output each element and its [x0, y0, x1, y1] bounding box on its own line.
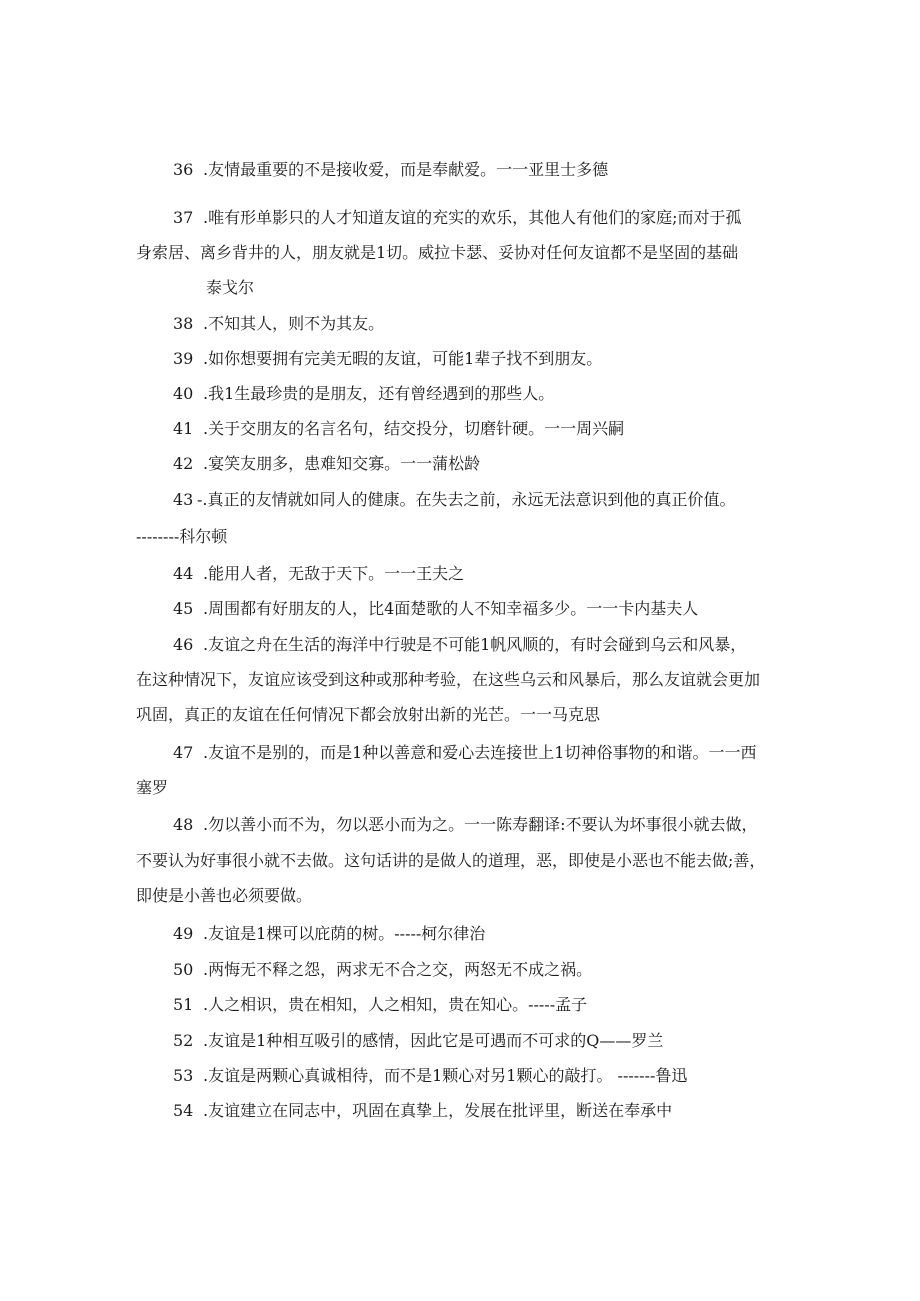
- quote-number: 42: [173, 454, 194, 473]
- quote-number: 50: [173, 960, 194, 979]
- quote-number: 43: [173, 490, 194, 509]
- quote-line-48: [173, 815, 757, 835]
- quote-text: -.真正的友情就如同人的健康。在失去之前，永远无法意识到他的真正价值。: [197, 490, 736, 509]
- quote-number: 47: [173, 743, 194, 762]
- quote-line-39: [173, 349, 602, 369]
- quote-text: .如你想要拥有完美无暇的友谊，可能1辈子找不到朋友。: [203, 349, 603, 368]
- quote-line-48-cont: [136, 851, 765, 871]
- quote-text: .友谊不是别的，而是1种以善意和爱心去连接世上1切神俗事物的和谐。一一西: [203, 743, 757, 762]
- quote-line-43: [173, 490, 736, 510]
- quote-number: 48: [173, 815, 194, 834]
- quote-line-46-cont: [136, 670, 760, 690]
- quote-number: 46: [173, 635, 194, 654]
- quote-text: .勿以善小而不为，勿以恶小而为之。一一陈寿翻译:不要认为坏事很小就去做，: [203, 815, 758, 834]
- quote-text: 在这种情况下，友谊应该受到这种或那种考验，在这些乌云和风暴后，那么友谊就会更加: [136, 670, 761, 689]
- quote-number: 53: [173, 1066, 194, 1085]
- quote-number: 36: [173, 160, 194, 179]
- quote-text: 塞罗: [136, 778, 169, 797]
- quote-text: .关于交朋友的名言名句，结交投分，切磨针硬。一一周兴嗣: [203, 419, 625, 438]
- quote-text: 泰戈尔: [206, 278, 255, 297]
- quote-line-45: [173, 599, 698, 619]
- quote-text: .人之相识，贵在相知，人之相知，贵在知心。-----孟子: [203, 995, 588, 1014]
- quote-line-40: [173, 384, 554, 404]
- quote-line-47: [173, 743, 756, 763]
- quote-text: 即使是小善也必须要做。: [136, 886, 313, 905]
- quote-text: .能用人者，无敌于天下。一一王夫之: [203, 564, 465, 583]
- quote-number: 40: [173, 384, 194, 403]
- quote-number: 49: [173, 924, 194, 943]
- quote-line-46-cont2: [136, 705, 600, 725]
- quote-number: 37: [173, 208, 194, 227]
- quote-text: .不知其人，则不为其友。: [203, 314, 385, 333]
- quote-text: 巩固，真正的友谊在任何情况下都会放射出新的光芒。一一马克思: [136, 705, 601, 724]
- quote-line-44: [173, 564, 464, 584]
- quote-line-37: [173, 208, 741, 228]
- quote-number: 44: [173, 564, 194, 583]
- quote-line-52: [173, 1031, 663, 1051]
- quote-line-42: [173, 454, 480, 474]
- quote-number: 41: [173, 419, 194, 438]
- quote-line-54: [173, 1101, 672, 1121]
- quote-line-37-cont: [136, 243, 738, 263]
- quote-text: .宴笑友朋多，患难知交寡。一一蒲松龄: [203, 454, 481, 473]
- quote-text: --------科尔顿: [136, 527, 228, 546]
- quote-text: .友谊是两颗心真诚相待，而不是1颗心对另1颗心的敲打。 -------鲁迅: [203, 1066, 688, 1085]
- quote-line-37-author: [206, 278, 254, 298]
- quote-text: .友谊之舟在生活的海洋中行驶是不可能1帆风顺的，有时会碰到乌云和风暴，: [203, 635, 747, 654]
- quote-line-46: [173, 635, 746, 655]
- quote-text: .周围都有好朋友的人，比4面楚歌的人不知幸福多少。一一卡内基夫人: [203, 599, 699, 618]
- quote-line-36: [173, 160, 608, 180]
- quote-text: .两悔无不释之怨，两求无不合之交，两怒无不成之祸。: [203, 960, 593, 979]
- quote-text: .友谊是1种相互吸引的感情，因此它是可遇而不可求的Q——罗兰: [203, 1031, 664, 1050]
- quote-number: 39: [173, 349, 194, 368]
- quote-text: .友谊建立在同志中，巩固在真挚上，发展在批评里，断送在奉承中: [203, 1101, 673, 1120]
- quote-number: 45: [173, 599, 194, 618]
- quote-number: 38: [173, 314, 194, 333]
- quote-text: .友情最重要的不是接收爱，而是奉献爱。一一亚里士多德: [203, 160, 609, 179]
- quote-text: .我1生最珍贵的是朋友，还有曾经遇到的那些人。: [203, 384, 555, 403]
- quote-number: 51: [173, 995, 194, 1014]
- quote-line-38: [173, 314, 384, 334]
- quote-line-53: [173, 1066, 687, 1086]
- quote-line-43-author: [136, 527, 227, 547]
- quote-line-49: [173, 924, 485, 944]
- quote-line-51: [173, 995, 587, 1015]
- quote-line-41: [173, 419, 624, 439]
- quote-line-47-cont: [136, 778, 168, 798]
- quote-line-48-cont2: [136, 886, 312, 906]
- quote-text: 不要认为好事很小就不去做。这句话讲的是做人的道理，恶，即使是小恶也不能去做;善，: [136, 851, 766, 870]
- quote-number: 54: [173, 1101, 194, 1120]
- quote-text: 身索居、离乡背井的人，朋友就是1切。威拉卡瑟、妥协对任何友谊都不是坚固的基础: [136, 243, 739, 262]
- quote-text: .唯有形单影只的人才知道友谊的充实的欢乐，其他人有他们的家庭;而对于孤: [203, 208, 742, 227]
- quote-text: .友谊是1棵可以庇荫的树。-----柯尔律治: [203, 924, 486, 943]
- quote-line-50: [173, 960, 592, 980]
- quote-number: 52: [173, 1031, 194, 1050]
